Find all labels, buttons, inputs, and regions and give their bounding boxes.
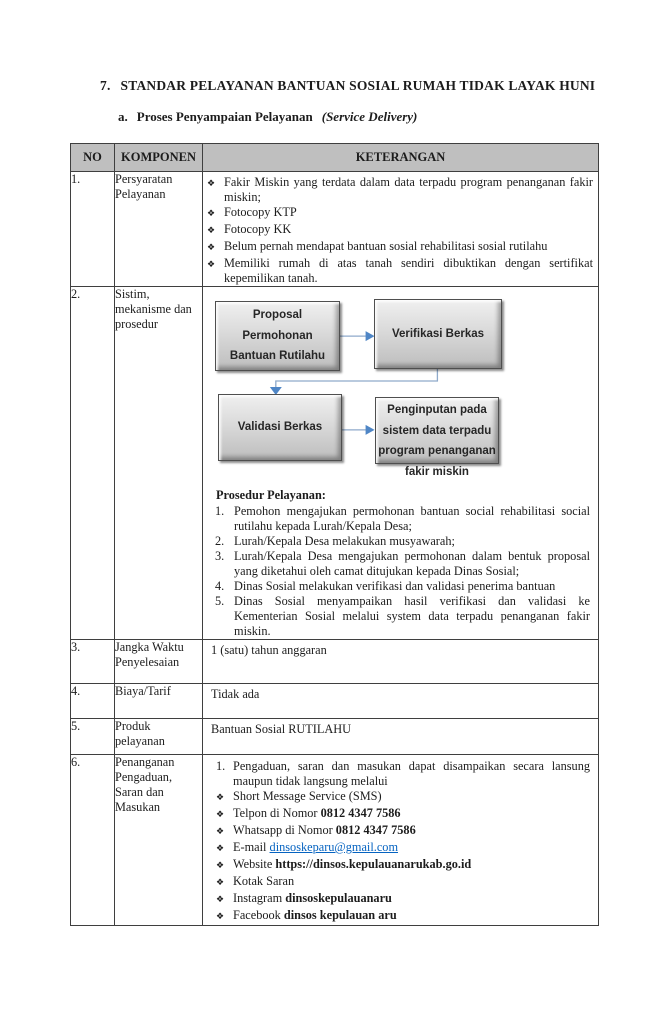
list-item: [216, 823, 590, 840]
item-text: [233, 874, 590, 889]
complaint-channels-list: [203, 755, 598, 925]
header-komponen: KOMPONEN: [115, 144, 203, 172]
item-text: [224, 175, 593, 205]
text-segment: Telpon di Nomor: [233, 806, 321, 820]
flowchart: [203, 291, 598, 483]
komponen-pengaduan: Penanganan Pengaduan, Saran dan Masukan: [115, 755, 203, 926]
text-segment: Dinas Sosial melakukan verifikasi dan validasi penerima bantuan: [234, 579, 556, 593]
flowchart-box-line: sistem data terpadu: [382, 424, 492, 437]
list-item: [207, 175, 593, 205]
text-segment: Pemohon mengajukan permohonan bantuan social rehabilitasi social rutilahu kepada Lurah/Kepala Desa;: [234, 504, 590, 533]
diamond-bullet-icon: ❖: [216, 844, 225, 854]
text-segment: Short Message Service (SMS): [233, 789, 382, 803]
facebook-handle: dinsos kepulauan aru: [283, 908, 397, 922]
keterangan-biaya: [203, 684, 599, 719]
item-text: [224, 239, 593, 254]
document-subtitle: [118, 109, 417, 125]
item-number: 2.: [215, 534, 225, 548]
header-keterangan: KETERANGAN: [203, 144, 599, 172]
whatsapp-number: 0812 4347 7586: [335, 823, 416, 837]
header-no: NO: [71, 144, 115, 172]
item-text: [234, 534, 590, 549]
list-item: [216, 891, 590, 908]
keterangan-text: 1 (satu) tahun anggaran: [211, 643, 327, 657]
text-segment: E-mail: [233, 840, 270, 854]
procedure-steps-list: [215, 504, 590, 639]
flowchart-box-line: Proposal: [252, 309, 303, 322]
text-segment: Fotocopy KK: [224, 222, 292, 236]
table-row-persyaratan: [71, 172, 599, 287]
text-segment: Instagram: [233, 891, 286, 905]
title-text: STANDAR PELAYANAN BANTUAN SOSIAL RUMAH TIDAK LAYAK HUNI: [120, 78, 596, 93]
list-item: [207, 222, 593, 239]
arrow-right-icon: [366, 425, 375, 435]
list-item: [216, 840, 590, 857]
flowchart-box-line: fakir miskin: [405, 465, 469, 478]
list-item: [216, 759, 590, 789]
table-row-pengaduan: [71, 755, 599, 926]
item-text: [234, 579, 590, 594]
requirements-list: [203, 172, 598, 286]
table-header-row: [71, 144, 599, 172]
list-item: [215, 504, 590, 534]
item-text: [233, 891, 590, 906]
text-segment: Memiliki rumah di atas tanah sendiri dibuktikan dengan sertifikat kepemilikan tanah.: [224, 256, 593, 285]
item-text: [234, 549, 590, 579]
flowchart-box-line: Validasi Berkas: [237, 421, 323, 434]
service-standard-table: [70, 143, 599, 926]
komponen-jangka-waktu: Jangka Waktu Penyelesaian: [115, 640, 203, 684]
list-item: [216, 857, 590, 874]
connector-elbow-line: [276, 369, 438, 388]
list-item: [216, 789, 590, 806]
subtitle-italic-text: (Service Delivery): [321, 109, 418, 124]
diamond-bullet-icon: ❖: [216, 793, 225, 803]
list-item: [215, 579, 590, 594]
flowchart-box-line: Penginputan pada: [387, 404, 487, 416]
list-item: [216, 874, 590, 891]
keterangan-text: Tidak ada: [211, 687, 260, 701]
list-item: [216, 806, 590, 823]
title-number: 7.: [100, 78, 111, 93]
komponen-persyaratan: Persyaratan Pelayanan: [115, 172, 203, 287]
item-number: 1.: [216, 759, 226, 773]
flowchart-box-verifikasi: [374, 299, 502, 369]
item-number: 1.: [215, 504, 225, 518]
flowchart-box-penginputan: [375, 397, 499, 478]
text-segment: Belum pernah mendapat bantuan sosial rehabilitasi sosial rutilahu: [224, 239, 548, 253]
keterangan-text: Bantuan Sosial RUTILAHU: [211, 722, 352, 736]
text-segment: Pengaduan, saran dan masukan dapat disampaikan secara lansung maupun tidak langsung melalui: [233, 759, 590, 788]
flowchart-box-line: Bantuan Rutilahu: [229, 350, 326, 363]
flowchart-box-line: Verifikasi Berkas: [391, 327, 485, 340]
list-item: [215, 534, 590, 549]
list-item: [207, 239, 593, 256]
document-title: [100, 78, 595, 94]
komponen-prosedur: Sistim, mekanisme dan prosedur: [115, 287, 203, 640]
item-number: 5.: [215, 594, 225, 608]
item-text: [234, 504, 590, 534]
text-segment: Kotak Saran: [233, 874, 295, 888]
email-link[interactable]: dinsoskeparu@gmail.com: [269, 840, 399, 854]
list-item: [215, 594, 590, 639]
diamond-bullet-icon: ❖: [216, 861, 225, 871]
list-item: [207, 205, 593, 222]
keterangan-produk: [203, 719, 599, 755]
diamond-bullet-icon: ❖: [216, 912, 225, 922]
table-row-biaya: [71, 684, 599, 719]
keterangan-persyaratan: [203, 172, 599, 287]
keterangan-pengaduan: [203, 755, 599, 926]
subtitle-text: Proses Penyampaian Pelayanan: [136, 109, 313, 124]
row-number: 4.: [71, 684, 115, 719]
diamond-bullet-icon: ❖: [207, 179, 216, 189]
text-segment: Website: [233, 857, 276, 871]
item-text: [224, 256, 593, 286]
komponen-biaya: Biaya/Tarif: [115, 684, 203, 719]
text-segment: Whatsapp di Nomor: [233, 823, 336, 837]
row-number: 6.: [71, 755, 115, 926]
item-text: [224, 222, 593, 237]
list-item: [215, 549, 590, 579]
table-row-prosedur: [71, 287, 599, 640]
row-number: 3.: [71, 640, 115, 684]
row-number: 1.: [71, 172, 115, 287]
komponen-produk: Produk pelayanan: [115, 719, 203, 755]
row-number: 5.: [71, 719, 115, 755]
item-text: [224, 205, 593, 220]
keterangan-prosedur: [203, 287, 599, 640]
text-segment: Lurah/Kepala Desa mengajukan permohonan dalam bentuk proposal yang diketahui oleh camat ditujukan kepada Dinas Sosial;: [234, 549, 590, 578]
item-number: 4.: [215, 579, 225, 593]
item-text: [233, 806, 590, 821]
item-text: [233, 759, 590, 789]
item-text: [234, 594, 590, 639]
item-number: 3.: [215, 549, 225, 563]
text-segment: Facebook: [233, 908, 284, 922]
row-number: 2.: [71, 287, 115, 640]
diamond-bullet-icon: ❖: [207, 226, 216, 236]
item-text: [233, 823, 590, 838]
text-segment: Dinas Sosial menyampaikan hasil verifikasi dan validasi ke Kementerian Sosial melalui system data terpadu penanganan fakir miskin.: [234, 594, 590, 638]
item-text: [233, 789, 590, 804]
diamond-bullet-icon: ❖: [216, 810, 225, 820]
keterangan-jangka-waktu: [203, 640, 599, 684]
instagram-handle: dinsoskepulauanaru: [285, 891, 392, 905]
diamond-bullet-icon: ❖: [216, 827, 225, 837]
procedure-section: [203, 483, 598, 639]
diamond-bullet-icon: ❖: [207, 209, 216, 219]
subtitle-letter: a.: [118, 109, 128, 124]
diamond-bullet-icon: ❖: [207, 260, 216, 270]
text-segment: Lurah/Kepala Desa melakukan musyawarah;: [234, 534, 455, 548]
diamond-bullet-icon: ❖: [216, 878, 225, 888]
text-segment: Fakir Miskin yang terdata dalam data terpadu program penanganan fakir miskin;: [224, 175, 593, 204]
website-url: https://dinsos.kepulauanarukab.go.id: [275, 857, 472, 871]
procedure-title: Prosedur Pelayanan:: [216, 488, 326, 502]
flowchart-box-line: Permohonan: [242, 329, 313, 342]
item-text: [233, 857, 590, 872]
flowchart-box-proposal: [215, 301, 340, 371]
phone-number: 0812 4347 7586: [320, 806, 401, 820]
table-row-jangka-waktu: [71, 640, 599, 684]
diamond-bullet-icon: ❖: [216, 895, 225, 905]
list-item: [207, 256, 593, 286]
item-text: [233, 840, 590, 855]
item-text: [233, 908, 590, 923]
flowchart-box-line: program penanganan: [378, 445, 496, 457]
table-row-produk: [71, 719, 599, 755]
text-segment: Fotocopy KTP: [224, 205, 297, 219]
flowchart-box-validasi: [218, 394, 342, 461]
diamond-bullet-icon: ❖: [207, 243, 216, 253]
list-item: [216, 908, 590, 925]
